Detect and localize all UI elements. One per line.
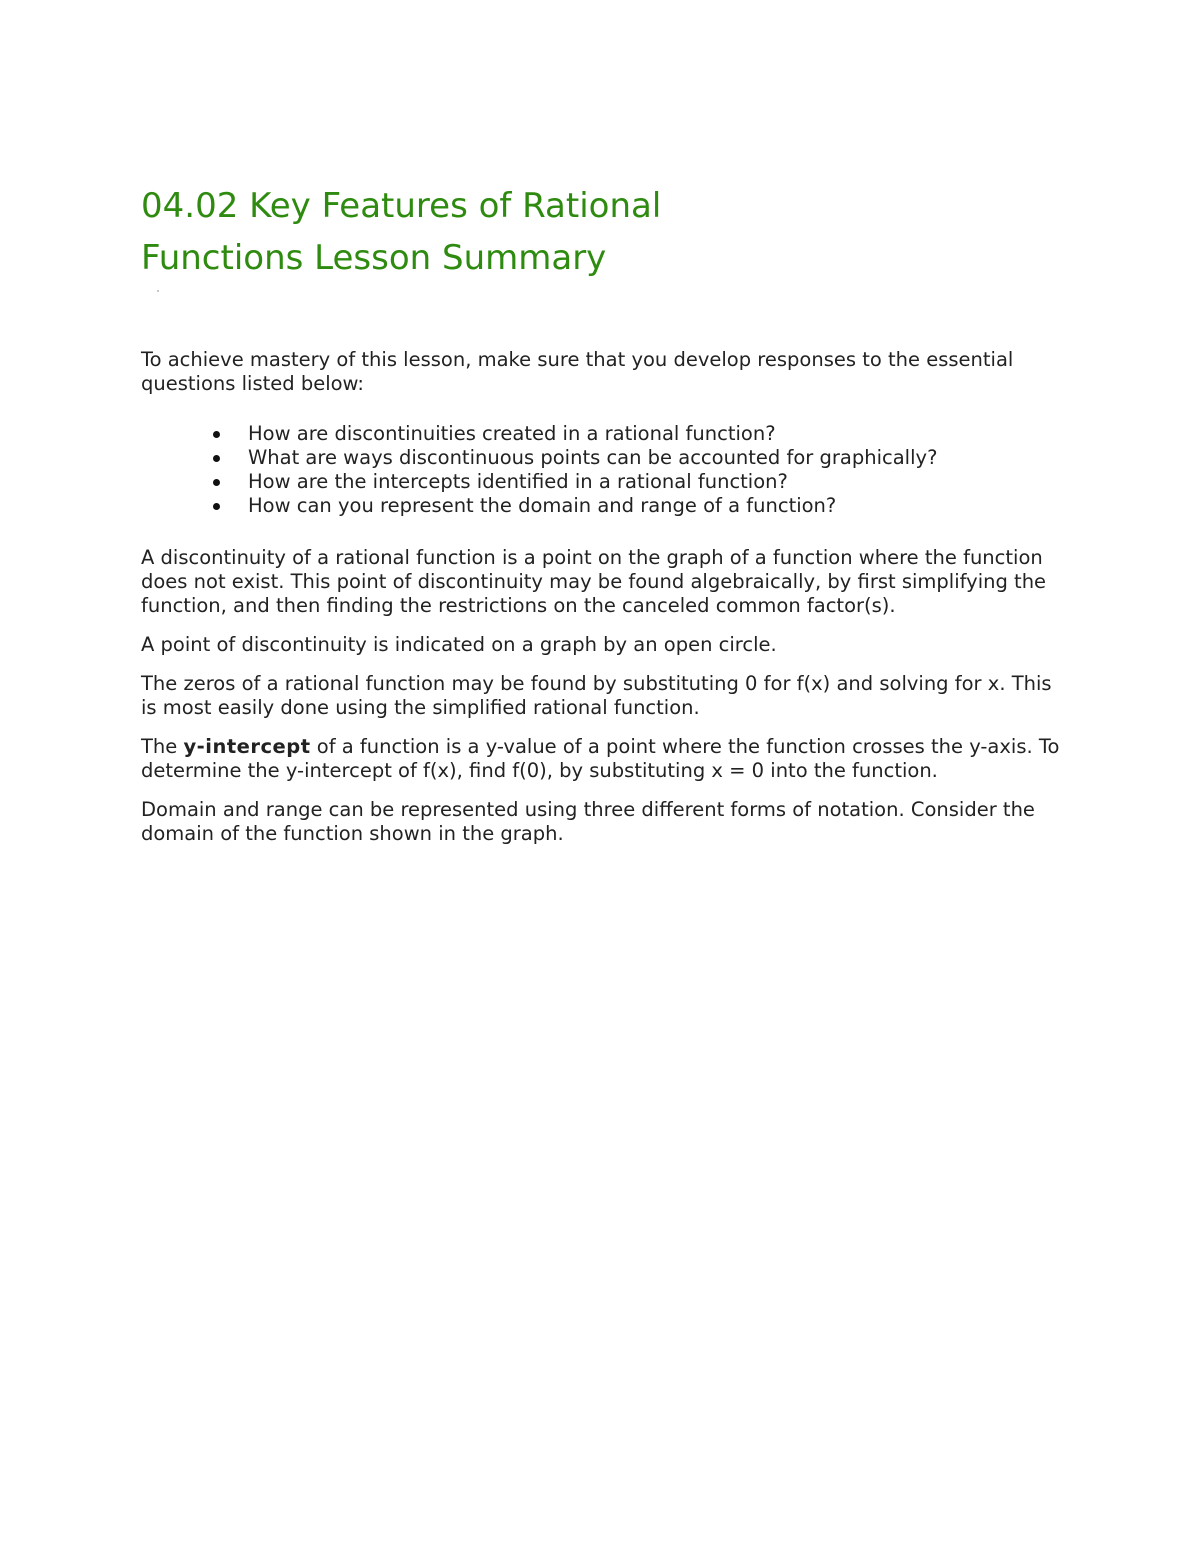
question-text: What are ways discontinuous points can be accounted for graphically?: [248, 446, 938, 469]
domain-paragraph: Domain and range can be represented using three different forms of notation. Consider the domain of the function shown in the graph.: [141, 798, 1035, 845]
decorative-dot: [157, 290, 159, 292]
y-intercept-paragraph: [141, 735, 1071, 783]
y-intercept-suffix: of a function is a y-value of a point where the function crosses the y-axis. To determine the y-intercept of f(x), find f(0), by substituting x = 0 into the function.: [141, 735, 1060, 782]
bullet-icon: [213, 455, 220, 462]
question-text: How are discontinuities created in a rational function?: [248, 422, 776, 445]
bullet-icon: [213, 503, 220, 510]
zeros-paragraph: The zeros of a rational function may be found by substituting 0 for f(x) and solving for x. This is most easily done using the simplified rational function.: [141, 672, 1052, 719]
open-circle-paragraph: A point of discontinuity is indicated on a graph by an open circle.: [141, 633, 777, 656]
list-item: [203, 470, 1071, 494]
bullet-icon: [213, 479, 220, 486]
y-intercept-term: y-intercept: [183, 735, 311, 758]
y-intercept-prefix: The: [141, 735, 184, 758]
bullet-icon: [213, 431, 220, 438]
list-item: [203, 494, 1071, 518]
lesson-title-line-2: Functions Lesson Summary: [141, 238, 607, 278]
document-page: [141, 180, 1071, 846]
essential-questions-list: [141, 422, 1071, 518]
list-item: [203, 422, 1071, 446]
discontinuity-paragraph: A discontinuity of a rational function is a point on the graph of a function where the function does not exist. This point of discontinuity may be found algebraically, by first simplifying the function, and then finding the restrictions on the canceled common factor(s).: [141, 546, 1047, 617]
lesson-title-line-1: 04.02 Key Features of Rational: [141, 186, 662, 226]
lesson-title: [141, 180, 1071, 284]
intro-paragraph: To achieve mastery of this lesson, make sure that you develop responses to the essential questions listed below:: [141, 348, 1014, 395]
question-text: How are the intercepts identified in a rational function?: [248, 470, 788, 493]
list-item: [203, 446, 1071, 470]
question-text: How can you represent the domain and range of a function?: [248, 494, 837, 517]
